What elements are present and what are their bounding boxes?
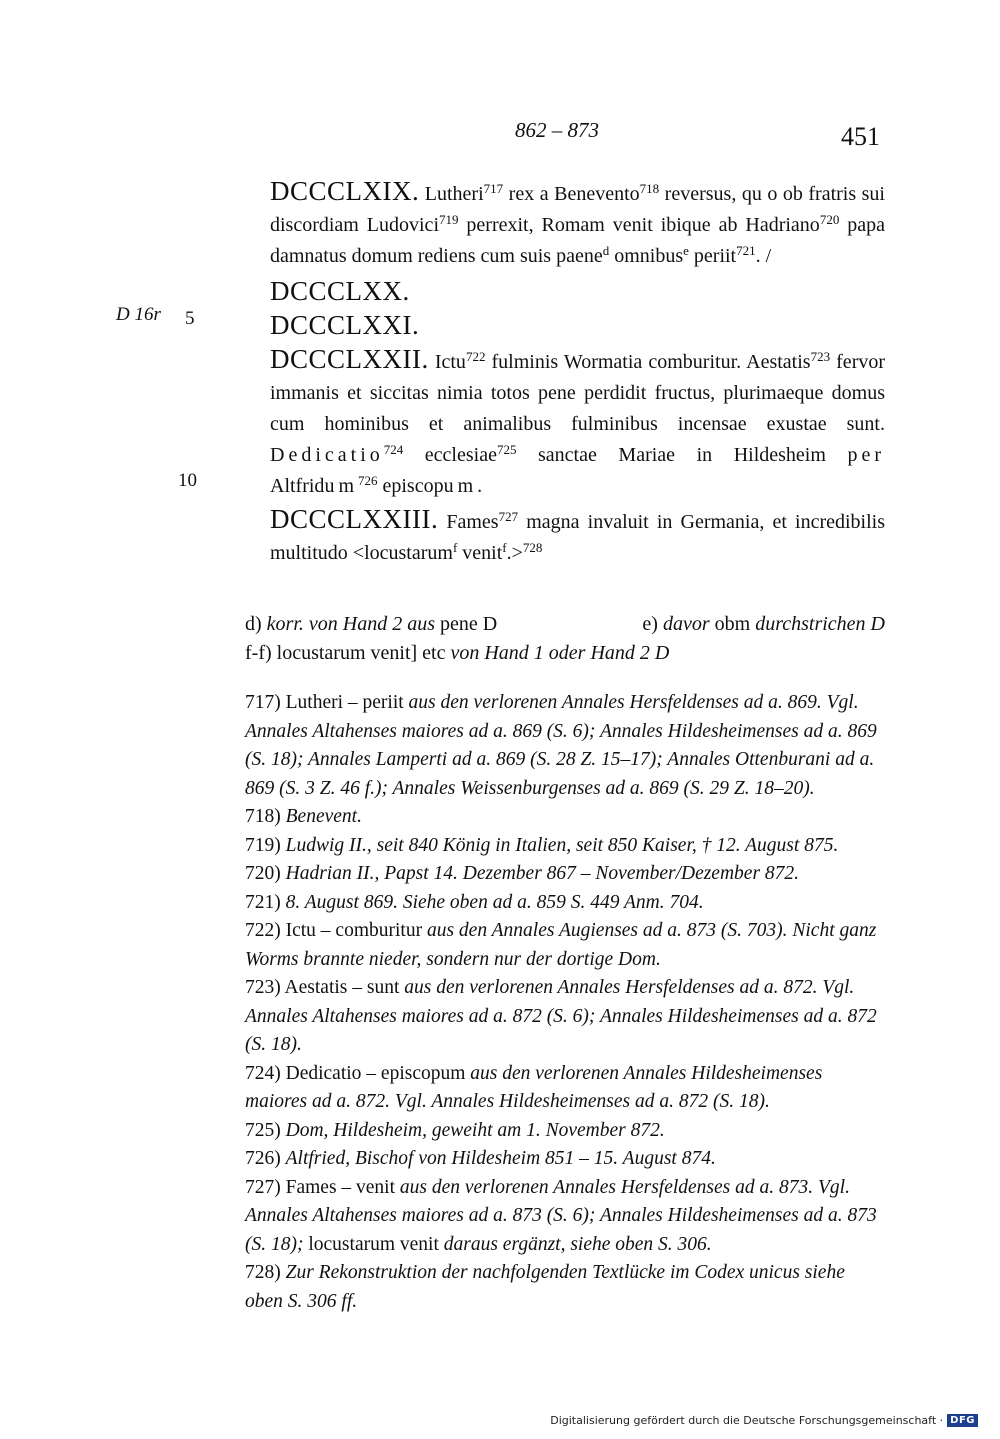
text-run-italic: davor bbox=[662, 613, 710, 635]
footnote-717 bbox=[245, 689, 885, 803]
text-run: e) bbox=[642, 613, 663, 635]
text-run-spaced: um bbox=[324, 475, 358, 497]
text-run: Fames bbox=[438, 511, 499, 533]
text-run-spaced: per bbox=[847, 444, 885, 466]
apparatus-note-e bbox=[642, 610, 885, 639]
text-run: fervor immanis et siccitas nimia totos pene perdidit fructus, plurimaeque domus cum hominibus et animalibus fulminibus incensae exustae sunt. bbox=[270, 351, 886, 435]
text-run-italic: daraus ergänzt, siehe oben S. 306. bbox=[443, 1233, 712, 1255]
text-run: pene D bbox=[435, 613, 498, 635]
apparatus-ref: e bbox=[683, 243, 689, 258]
text-run-italic: Dom, Hildesheim, geweiht am 1. November 872. bbox=[285, 1119, 665, 1141]
apparatus-ref: f bbox=[452, 540, 458, 555]
text-run: 720) bbox=[245, 863, 286, 884]
text-run: 719) bbox=[245, 834, 286, 856]
text-run: papa damnatus domum rediens cum suis paene bbox=[270, 214, 885, 267]
footnote-727 bbox=[245, 1174, 885, 1260]
footnote-ref: 717 bbox=[483, 181, 504, 196]
line-number-10: 10 bbox=[178, 470, 197, 491]
text-run: 718) bbox=[245, 806, 286, 827]
footnote-724 bbox=[245, 1060, 885, 1117]
critical-apparatus bbox=[245, 610, 885, 668]
line-number-5: 5 bbox=[185, 308, 195, 329]
text-run: 727) Fames – venit bbox=[245, 1176, 400, 1198]
text-run: 728) bbox=[245, 1262, 286, 1283]
text-run: d) bbox=[245, 613, 267, 635]
text-run: 725) bbox=[245, 1119, 286, 1141]
text-run: f-f) locustarum venit] etc bbox=[245, 642, 451, 664]
text-run: Ictu bbox=[428, 351, 466, 373]
text-run: venit bbox=[457, 542, 503, 564]
entry-869 bbox=[245, 176, 885, 272]
year-heading: DCCCLXXIII. bbox=[270, 504, 439, 534]
dfg-logo-icon: DFG bbox=[947, 1414, 978, 1427]
footnote-ref: 721 bbox=[736, 243, 756, 258]
margin-manuscript-sigla: D 16r bbox=[116, 304, 161, 325]
text-run-italic: aus den verlorenen Annales Hildesheimenses maiores ad a. 872. Vgl. Annales Hildesheimenses ad a. 872 (S. 18). bbox=[245, 1062, 823, 1112]
text-run: episcop bbox=[377, 475, 444, 497]
entry-870 bbox=[245, 276, 885, 310]
year-heading: DCCCLXXI. bbox=[270, 310, 420, 340]
text-run-italic: aus den Annales Augienses ad a. 873 (S. 703). Nicht ganz Worms brannte nieder, sondern nur der dortige Dom. bbox=[245, 920, 877, 970]
footnote-719 bbox=[245, 832, 885, 861]
text-run: 724) Dedicatio – episcopum bbox=[245, 1062, 471, 1084]
text-run-spaced: um bbox=[443, 475, 478, 497]
text-run-italic: von Hand 1 oder Hand 2 D bbox=[450, 642, 670, 664]
text-run-italic: Ludwig II., seit 840 König in Italien, seit 850 Kaiser, † 12. August 875. bbox=[285, 834, 839, 856]
text-run-italic: korr. von Hand 2 aus bbox=[266, 613, 436, 635]
footnote-ref: 719 bbox=[439, 212, 459, 227]
footnote-ref: 722 bbox=[465, 349, 486, 364]
text-run: Altfrid bbox=[270, 475, 325, 497]
footnote-ref: 718 bbox=[639, 181, 660, 196]
footnote-ref: 726 bbox=[358, 473, 378, 488]
text-run: reversus, qu o ob fratris sui discordiam Ludovici bbox=[270, 183, 885, 236]
text-run: ecclesiae bbox=[403, 444, 497, 466]
year-heading: DCCCLXIX. bbox=[270, 176, 420, 206]
footnote-ref: 723 bbox=[810, 349, 831, 364]
text-run-italic: aus den verlorenen Annales Hersfeldenses ad a. 869. Vgl. Annales Altahenses maiores ad a. 869 (S. 6); Annales Hildesheimenses ad a. 869 (S. 18); Annales Lamperti ad a. 869 (S. 28 Z. 15–17); Annales Ottenburani ad a. 869 (S. 3 Z. 46 f.); Annales Weissenburgenses ad a. 869 (S. 29 Z. 18–20). bbox=[245, 692, 877, 799]
apparatus-ref: d bbox=[602, 243, 610, 258]
footnote-ref: 724 bbox=[383, 442, 404, 457]
entry-873 bbox=[245, 504, 885, 569]
apparatus-ref: f bbox=[502, 540, 507, 555]
text-run: periit bbox=[688, 245, 737, 267]
text-run: rex a Benevento bbox=[503, 183, 640, 205]
footnote-720 bbox=[245, 860, 885, 889]
text-run-italic: Altfried, Bischof von Hildesheim 851 – 15. August 874. bbox=[285, 1148, 716, 1169]
footnotes bbox=[245, 689, 885, 1316]
text-run: omnibus bbox=[609, 245, 684, 267]
text-run: 722) Ictu – comburitur bbox=[245, 920, 427, 941]
text-run: . bbox=[477, 475, 483, 497]
text-run: .> bbox=[506, 542, 523, 564]
text-run: 721) bbox=[245, 891, 286, 913]
footnote-ref: 728 bbox=[522, 540, 543, 555]
footnote-718 bbox=[245, 803, 885, 832]
apparatus-note-d bbox=[245, 610, 497, 639]
footnote-ref: 727 bbox=[498, 509, 519, 524]
text-run: 723) Aestatis – sunt bbox=[245, 977, 405, 998]
text-run-italic: durchstrichen D bbox=[755, 613, 885, 635]
footnote-721 bbox=[245, 889, 885, 918]
year-heading: DCCCLXX. bbox=[270, 276, 410, 306]
text-run-italic: Hadrian II., Papst 14. Dezember 867 – November/Dezember 872. bbox=[285, 863, 800, 884]
text-run: 726) bbox=[245, 1148, 286, 1169]
apparatus-row bbox=[245, 610, 885, 639]
text-run: perrexit, Romam venit ibique ab Hadriano bbox=[458, 214, 820, 236]
page-number: 451 bbox=[841, 122, 880, 151]
footnote-726 bbox=[245, 1145, 885, 1174]
footnote-728 bbox=[245, 1259, 885, 1316]
footnote-723 bbox=[245, 974, 885, 1060]
footnote-722 bbox=[245, 917, 885, 974]
text-run-spaced: Dedicatio bbox=[270, 444, 384, 466]
main-text bbox=[245, 176, 885, 569]
text-run: fulminis Wormatia comburitur. Aestatis bbox=[485, 351, 811, 373]
text-run: 717) Lutheri – periit bbox=[245, 692, 409, 713]
text-run: sanctae Mariae in Hildesheim bbox=[516, 444, 848, 466]
text-run-italic: 8. August 869. Siehe oben ad a. 859 S. 449 Anm. 704. bbox=[285, 891, 704, 913]
footnote-725 bbox=[245, 1117, 885, 1146]
text-run-italic: Benevent. bbox=[285, 806, 362, 827]
text-run-italic: aus den verlorenen Annales Hersfeldenses ad a. 872. Vgl. Annales Altahenses maiores ad a. 872 (S. 6); Annales Hildesheimenses ad a. 872 (S. 18). bbox=[245, 977, 877, 1055]
text-run: Lutheri bbox=[419, 183, 484, 205]
footnote-ref: 720 bbox=[819, 212, 840, 227]
text-run: magna invaluit in Germania, et incredibilis multitudo <locustarum bbox=[270, 511, 886, 564]
footnote-ref: 725 bbox=[496, 442, 517, 457]
running-head: 862 – 873 bbox=[515, 118, 599, 142]
text-run-italic: Zur Rekonstruktion der nachfolgenden Textlücke im Codex unicus siehe oben S. 306 ff. bbox=[245, 1262, 845, 1312]
entry-872 bbox=[245, 344, 885, 502]
apparatus-note-f bbox=[245, 639, 885, 668]
entry-871 bbox=[245, 310, 885, 344]
text-run: locustarum venit bbox=[303, 1233, 444, 1255]
text-run: obm bbox=[709, 613, 756, 635]
year-heading: DCCCLXXII. bbox=[270, 344, 429, 374]
digitization-credit bbox=[550, 1414, 978, 1427]
credit-text: Digitalisierung gefördert durch die Deutsche Forschungsgemeinschaft · bbox=[550, 1414, 944, 1427]
text-run: . / bbox=[755, 245, 772, 267]
text-run-italic: aus den verlorenen Annales Hersfeldenses ad a. 873. Vgl. Annales Altahenses maiores ad a. 873 (S. 6); Annales Hildesheimenses ad a. 873 (S. 18); bbox=[245, 1176, 877, 1255]
